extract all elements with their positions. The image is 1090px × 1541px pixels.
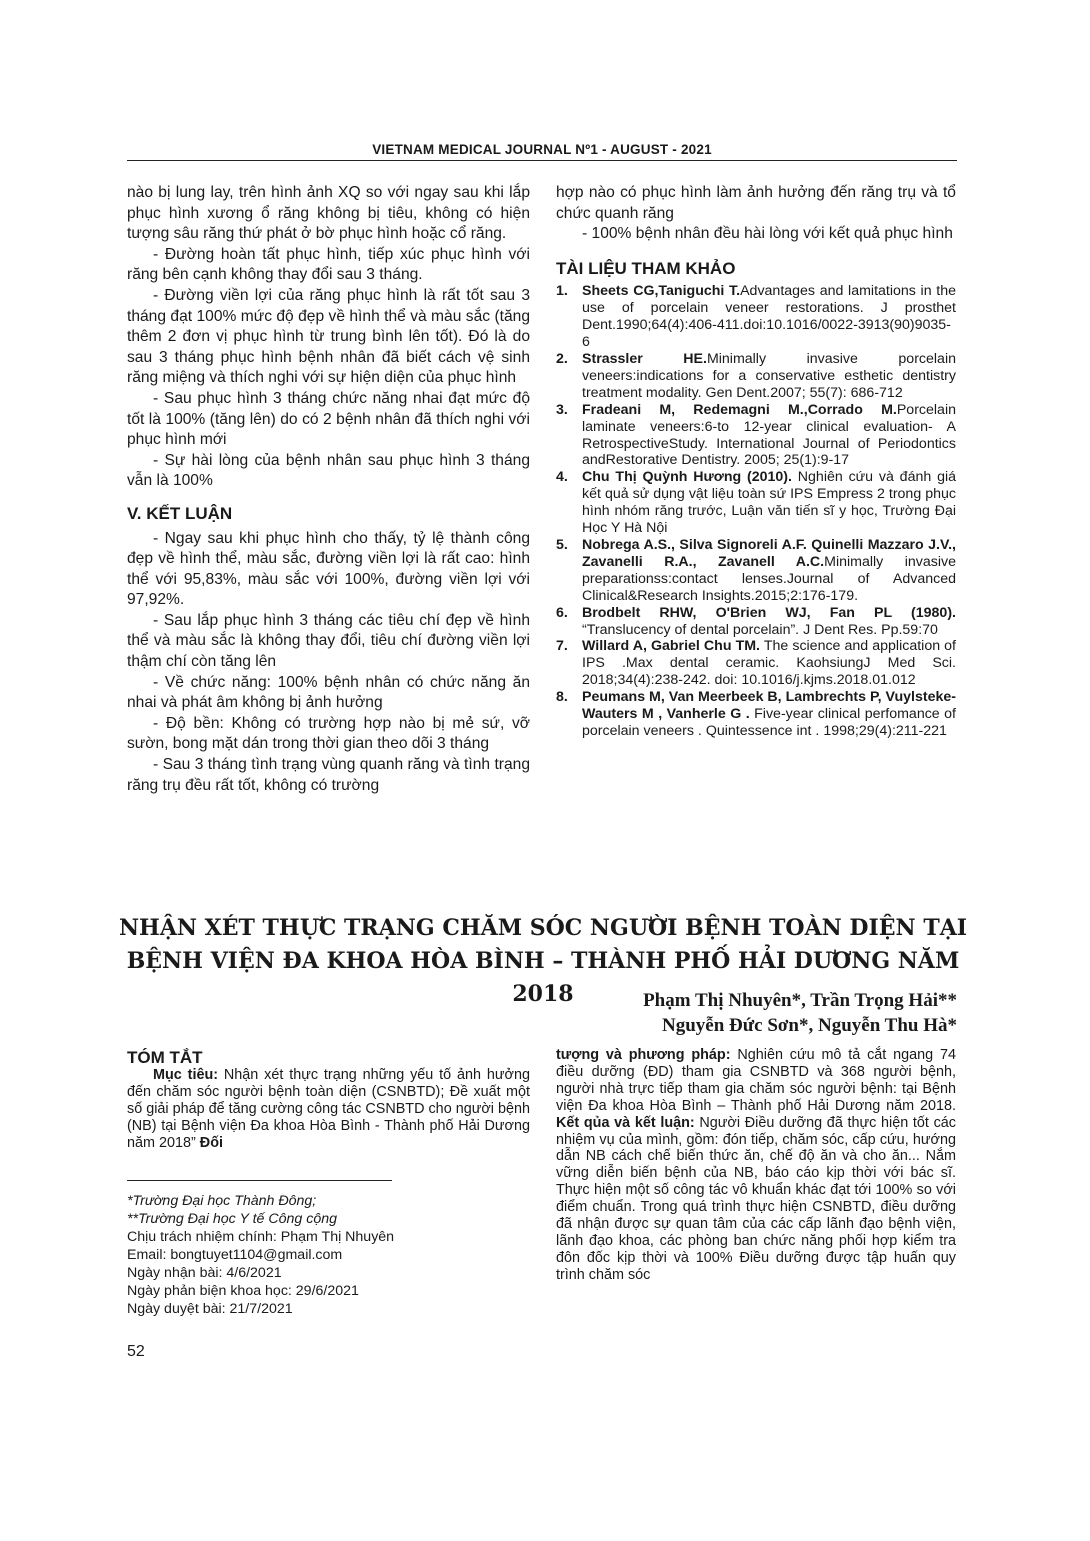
accepted-date: Ngày duyệt bài: 21/7/2021 <box>127 1301 293 1317</box>
section-heading: V. KẾT LUẬN <box>127 503 233 523</box>
paragraph: - Đường viền lợi của răng phục hình là rất tốt sau 3 tháng đạt 100% mức độ đẹp về hình thể và màu sắc (tăng thêm 2 đơn vị phục hình từ trung bình lên tốt). Đó là do sau 3 tháng phục hình bệnh nhân đã biết cách vệ sinh răng miệng và thích nghi với sự hiện diện của phục hình <box>127 286 530 387</box>
reference-item: 2. Strassler HE.Minimally invasive porcelain veneers:indications for a conservative esthetic dentistry treatment modality. Gen Dent.2007; 55(7): 686-712 <box>556 351 956 401</box>
affiliation: *Trường Đại học Thành Đông; <box>127 1193 317 1209</box>
title-line: NHẬN XÉT THỰC TRẠNG CHĂM SÓC NGƯỜI BỆNH TOÀN DIỆN TẠI <box>118 915 968 941</box>
paragraph: - Ngay sau khi phục hình cho thấy, tỷ lệ thành công đẹp về hình thể, màu sắc, đường viền lợi là rất cao: hình thể với 95,83%, màu sắc với 100%, đường viền lợi với 97,92%. <box>127 529 530 609</box>
references-heading: TÀI LIỆU THAM KHẢO <box>556 258 736 278</box>
paragraph: - 100% bệnh nhân đều hài lòng với kết quả phục hình <box>582 225 953 243</box>
reference-item: 1. Sheets CG,Taniguchi T.Advantages and lamitations in the use of porcelain veneer restorations. J prosthet Dent.1990;64(4):406-411.doi:10.1016/0022-3913(90)9035-6 <box>556 283 957 351</box>
paragraph: - Về chức năng: 100% bệnh nhân có chức năng ăn nhai và phát âm không bị ảnh hưởng <box>127 673 530 712</box>
paragraph: - Độ bền: Không có trường hợp nào bị mẻ sứ, vỡ sườn, bong mặt dán trong thời gian theo dõi 3 tháng <box>127 714 530 753</box>
authors-line: Phạm Thị Nhuyên*, Trần Trọng Hải** <box>643 990 957 1011</box>
reference-item: 5. Nobrega A.S., Silva Signoreli A.F. Quinelli Mazzaro J.V., Zavanelli R.A., Zavanell A.C.Minimally invasive preparationss:contact lenses.Journal of Advanced Clinical&Research Insights.2015;2:176-179. <box>556 536 956 604</box>
reference-item: 8. Peumans M, Van Meerbeek B, Lambrechts P, Vuylsteke- Wauters M , Vanherle G . Five-year clinical perfomance of porcelain veneers . Quintessence int . 1998;29(4):211-221 <box>556 689 956 739</box>
affiliation: **Trường Đại học Y tế Công cộng <box>127 1211 338 1227</box>
paragraph: - Sau lắp phục hình 3 tháng các tiêu chí đẹp về hình thể và màu sắc là không thay đổi, tiêu chí đường viền lợi thậm chí còn tăng lên <box>127 611 530 671</box>
left-column <box>127 183 530 796</box>
paragraph: - Đường hoàn tất phục hình, tiếp xúc phục hình với răng bên cạnh không thay đổi sau 3 tháng. <box>127 245 530 284</box>
paragraph: hợp nào có phục hình làm ảnh hưởng đến răng trụ và tổ chức quanh răng <box>556 184 956 222</box>
abstract-right <box>556 1047 956 1284</box>
abstract-left <box>127 1050 530 1151</box>
paragraph: - Sau 3 tháng tình trạng vùng quanh răng và tình trạng răng trụ đều rất tốt, không có trường <box>127 756 530 794</box>
reference-item: 7. Willard A, Gabriel Chu TM. The science and application of IPS .Max dental ceramic. KaohsiungJ Med Sci. 2018;34(4):238-242. doi: 10.1016/j.kjms.2018.01.012 <box>556 638 956 689</box>
journal-header: VIETNAM MEDICAL JOURNAL Nº1 - AUGUST - 2021 <box>372 142 712 157</box>
authors-line: Nguyễn Đức Sơn*, Nguyễn Thu Hà* <box>661 1015 957 1036</box>
reference-item: 4. Chu Thị Quỳnh Hương (2010). Nghiên cứu và đánh giá kết quả sử dụng vật liệu toàn sứ IPS Empress 2 trong phục hình nhóm răng trước, Luận văn tiến sĩ y học, Trường Đại Học Y Hà Nội <box>556 469 956 537</box>
footnote-rule <box>127 1180 392 1181</box>
abstract-paragraph: Mục tiêu: Nhận xét thực trạng những yếu tố ảnh hưởng đến chăm sóc người bệnh toàn diện (CSNBTD); Đề xuất một số giải pháp để tăng cường công tác CSNBTD cho người bệnh (NB) tại Bệnh viện Đa khoa Hòa Bình - Thành phố Hải Dương năm 2018” Đối <box>127 1066 531 1151</box>
article-authors <box>643 988 957 1038</box>
abstract-paragraph: tượng và phương pháp: Nghiên cứu mô tả cắt ngang 74 điều dưỡng (ĐD) tham gia CSNBTD và 368 người bệnh, người nhà trực tiếp tham gia chăm sóc người bệnh: tại Bệnh viện Đa khoa Hòa Bình – Thành phố Hải Dương năm 2018. Kết qủa và kết luận: Người Điều dưỡng đã thực hiện tốt các nhiệm vụ của mình, gồm: đón tiếp, chăm sóc, cấp cứu, hướng dẫn NB cách chế biến thức ăn, chế độ ăn và cho ăn... Nắm vững diễn biến bệnh của NB, báo cáo kịp thời với bác sĩ. Thực hiện một số công tác vô khuẩn khác đạt tới 100% so với điểm chuẩn. Trong quá trình thực hiện CSNBTD, điều dưỡng đã nhận được sự quan tâm của các cấp lãnh đạo bệnh viện, lãnh đạo khoa, các phòng ban chức năng phối hợp kiểm tra đôn đốc kịp thời và 100% Điều dưỡng được tập huấn quy trình chăm sóc <box>556 1047 957 1283</box>
reference-item: 3. Fradeani M, Redemagni M.,Corrado M.Porcelain laminate veneers:6-to 12-year clinical evaluation- A RetrospectiveStudy. International Journal of Periodontics andRestorative Dentistry. 2005; 25(1):9-17 <box>556 401 956 469</box>
page-number: 52 <box>127 1343 145 1360</box>
received-date: Ngày nhận bài: 4/6/2021 <box>127 1265 282 1281</box>
paragraph: - Sự hài lòng của bệnh nhân sau phục hình 3 tháng vẫn là 100% <box>127 451 530 490</box>
header-rule <box>127 160 957 161</box>
review-date: Ngày phản biện khoa học: 29/6/2021 <box>127 1283 359 1299</box>
right-column <box>556 183 956 740</box>
email: Email: bongtuyet1104@gmail.com <box>127 1247 343 1263</box>
references-list <box>556 283 956 739</box>
paragraph: - Sau phục hình 3 tháng chức năng nhai đạt mức độ tốt là 100% (tăng lên) do có 2 bệnh nhân đã thích nghi với phục hình mới <box>127 389 530 449</box>
corresponding-author: Chịu trách nhiệm chính: Phạm Thị Nhuyên <box>127 1229 395 1245</box>
title-line: BỆNH VIỆN ĐA KHOA HÒA BÌNH – THÀNH PHỐ HẢI DƯƠNG NĂM 2018 <box>126 948 960 1007</box>
reference-item: 6. Brodbelt RHW, O'Brien WJ, Fan PL (1980). “Translucency of dental porcelain”. J Dent Res. Pp.59:70 <box>556 604 956 638</box>
abstract-heading: TÓM TẮT <box>127 1048 203 1067</box>
footnotes <box>127 1192 394 1318</box>
paragraph: nào bị lung lay, trên hình ảnh XQ so với ngay sau khi lắp phục hình xương ổ răng không bị tiêu, không có hiện tượng sâu răng thứ phát ở bờ phục hình hoặc cổ răng. <box>127 184 530 243</box>
